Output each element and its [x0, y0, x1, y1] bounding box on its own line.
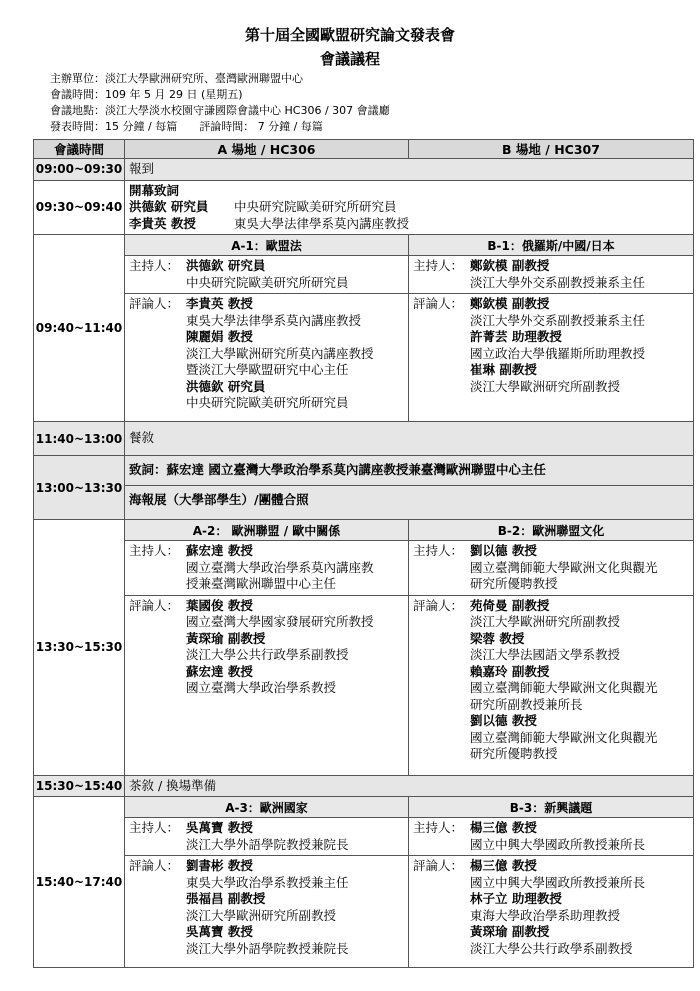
commentator-block	[409, 856, 694, 968]
person-org: 淡江大學歐洲研究所副教授	[470, 378, 621, 394]
person-name: 鄭欽模 副教授	[470, 258, 550, 273]
time-cell: 15:30~15:40	[34, 775, 125, 797]
row-tea	[34, 775, 694, 797]
person-org: 東吳大學法律學系莫內講座教授	[186, 312, 362, 328]
session-title: A-1：歐盟法	[125, 235, 409, 256]
person-name: 苑倚曼 副教授	[470, 597, 550, 613]
host-label: 主持人：	[413, 543, 464, 558]
time-cell: 09:40~11:40	[34, 235, 125, 422]
session-title: A-2： 歐洲聯盟 / 歐中關係	[125, 520, 409, 541]
person-name: 吳萬寶 教授	[186, 820, 253, 835]
person-org: 淡江大學外語學院教授兼院長	[186, 836, 349, 852]
person-org: 研究所副教授兼所長	[470, 696, 583, 712]
person-org: 暨淡江大學歐盟研究中心主任	[186, 362, 349, 377]
session-title: B-1：俄羅斯/中國/日本	[409, 235, 694, 256]
person-org: 淡江大學公共行政學系副教授	[470, 940, 633, 956]
session-2-hosts	[34, 541, 694, 596]
person-name: 黃琛瑜 副教授	[186, 630, 266, 646]
person-name: 張福昌 副教授	[186, 891, 266, 906]
row-checkin	[34, 159, 694, 181]
person-name: 賴嘉玲 副教授	[470, 663, 550, 679]
row-lunch	[34, 422, 694, 456]
host-label: 主持人：	[413, 820, 464, 835]
session-3-hosts	[34, 818, 694, 856]
speaker-org: 中央研究院歐美研究所研究員	[234, 199, 397, 214]
page-subtitle: 會議議程	[319, 50, 380, 68]
person-org: 國立臺灣大學政治學系莫內講座教	[186, 559, 374, 575]
host-label: 主持人：	[129, 258, 180, 273]
person-name: 洪德欽 研究員	[186, 258, 266, 273]
host-block	[409, 256, 694, 294]
person-org: 淡江大學公共行政學系副教授	[186, 647, 349, 662]
person-org: 淡江大學歐洲研究所副教授	[186, 907, 337, 923]
person-org: 研究所優聘教授	[470, 746, 558, 761]
commentator-label: 評論人：	[129, 296, 180, 311]
person-org: 淡江大學外語學院教授兼院長	[186, 940, 349, 956]
person-name: 洪德欽 研究員	[186, 378, 266, 394]
person-org: 研究所優聘教授	[470, 576, 558, 591]
row-speech	[34, 456, 694, 520]
session-title: A-3：歐洲國家	[125, 797, 409, 818]
person-org: 授兼臺灣歐洲聯盟中心主任	[186, 576, 337, 591]
host-label: 主持人：	[413, 258, 464, 273]
person-org: 淡江大學外交系副教授兼系主任	[470, 312, 646, 328]
host-block	[125, 256, 409, 294]
header-time: 會議時間	[34, 140, 125, 159]
person-name: 梁蓉 教授	[470, 630, 525, 646]
person-name: 崔琳 副教授	[470, 362, 537, 377]
meta-organizer: 主辦單位：淡江大學歐洲研究所、臺灣歐洲聯盟中心	[50, 72, 303, 85]
person-org: 國立臺灣大學政治學系教授	[186, 680, 337, 695]
session-2-commentators	[34, 595, 694, 775]
person-name: 許菁芸 助理教授	[470, 329, 562, 344]
person-org: 淡江大學法國語文學系教授	[470, 647, 621, 662]
opening-block	[125, 180, 694, 235]
session-1-titles	[34, 235, 694, 256]
lunch-text: 餐敘	[125, 422, 694, 456]
commentator-block	[125, 856, 409, 968]
page-title: 第十屆全國歐盟研究論文發表會	[244, 26, 455, 44]
session-3-titles	[34, 797, 694, 818]
person-org: 東海大學政治學系助理教授	[470, 907, 621, 923]
poster-text: 海報展（大學部學生）/團體合照	[129, 491, 309, 507]
person-name: 葉國俊 教授	[186, 597, 253, 613]
host-label: 主持人：	[129, 543, 180, 558]
session-1-commentators	[34, 294, 694, 422]
time-cell: 13:30~15:30	[34, 520, 125, 776]
person-name: 黃琛瑜 副教授	[470, 924, 550, 939]
meta-date: 會議時間：109 年 5 月 29 日 (星期五)	[50, 88, 243, 101]
person-org: 國立中興大學國政所教授兼所長	[470, 836, 646, 852]
header-venue-b: B 場地 / HC307	[409, 140, 694, 159]
commentator-label: 評論人：	[129, 858, 180, 873]
commentator-block	[409, 595, 694, 775]
person-name: 楊三億 教授	[470, 820, 537, 835]
host-block	[125, 818, 409, 856]
session-2-titles	[34, 520, 694, 541]
time-cell: 13:00~13:30	[34, 456, 125, 520]
commentator-label: 評論人：	[413, 597, 464, 613]
speech-block	[125, 456, 694, 520]
person-org: 東吳大學政治學系教授兼主任	[186, 874, 349, 890]
person-org: 淡江大學歐洲研究所莫內講座教授	[186, 345, 374, 361]
host-label: 主持人：	[129, 820, 180, 835]
header-venue-a: A 場地 / HC306	[125, 140, 409, 159]
person-org: 中央研究院歐美研究所研究員	[186, 274, 349, 290]
agenda-table	[33, 139, 694, 968]
person-org: 國立臺灣大學國家發展研究所教授	[186, 614, 374, 629]
person-org: 國立中興大學國政所教授兼所長	[470, 874, 646, 890]
person-org: 國立臺灣師範大學歐洲文化與觀光	[470, 680, 658, 695]
commentator-label: 評論人：	[129, 597, 180, 613]
person-name: 蘇宏達 教授	[186, 543, 253, 558]
speech-text: 致詞：蘇宏達 國立臺灣大學政治學系莫內講座教授兼臺灣歐洲聯盟中心主任	[125, 456, 693, 486]
commentator-block	[125, 595, 409, 775]
person-name: 鄭欽模 副教授	[470, 296, 550, 311]
commentator-block	[125, 294, 409, 422]
host-block	[409, 541, 694, 596]
speaker-org: 東吳大學法律學系莫內講座教授	[234, 215, 410, 231]
commentator-label: 評論人：	[413, 296, 464, 311]
person-name: 陳麗娟 教授	[186, 329, 253, 344]
person-name: 吳萬寶 教授	[186, 924, 253, 939]
person-org: 淡江大學外交系副教授兼系主任	[470, 274, 646, 290]
person-org: 國立政治大學俄羅斯所助理教授	[470, 345, 646, 361]
person-name: 蘇宏達 教授	[186, 663, 253, 679]
person-name: 楊三億 教授	[470, 858, 537, 873]
tea-text: 茶敘 / 換場準備	[125, 775, 694, 797]
time-cell: 11:40~13:00	[34, 422, 125, 456]
row-opening	[34, 180, 694, 235]
speaker-name: 洪德欽 研究員	[129, 199, 209, 214]
session-title: B-3：新興議題	[409, 797, 694, 818]
person-org: 中央研究院歐美研究所研究員	[186, 395, 349, 410]
person-name: 李貴英 教授	[186, 296, 253, 311]
person-name: 林子立 助理教授	[470, 891, 562, 906]
meta-duration: 發表時間：15 分鐘 / 每篇 評論時間： 7 分鐘 / 每篇	[50, 120, 323, 133]
meta-venue: 會議地點：淡江大學淡水校園守謙國際會議中心 HC306 / 307 會議廳	[50, 104, 390, 117]
person-org: 國立臺灣師範大學歐洲文化與觀光	[470, 729, 658, 745]
person-org: 淡江大學歐洲研究所副教授	[470, 614, 621, 629]
checkin-text: 報到	[125, 159, 694, 181]
table-header	[34, 140, 694, 159]
session-1-hosts	[34, 256, 694, 294]
person-org: 國立臺灣師範大學歐洲文化與觀光	[470, 559, 658, 575]
session-3-commentators	[34, 856, 694, 968]
time-cell: 09:30~09:40	[34, 180, 125, 235]
session-title: B-2：歐洲聯盟文化	[409, 520, 694, 541]
commentator-block	[409, 294, 694, 422]
speaker-name: 李貴英 教授	[129, 215, 196, 231]
person-name: 劉書彬 教授	[186, 858, 253, 873]
host-block	[409, 818, 694, 856]
person-name: 劉以德 教授	[470, 713, 537, 728]
host-block	[125, 541, 409, 596]
time-cell: 09:00~09:30	[34, 159, 125, 181]
opening-title: 開幕致詞	[129, 182, 180, 198]
commentator-label: 評論人：	[413, 858, 464, 873]
time-cell: 15:40~17:40	[34, 797, 125, 968]
person-name: 劉以德 教授	[470, 543, 537, 558]
